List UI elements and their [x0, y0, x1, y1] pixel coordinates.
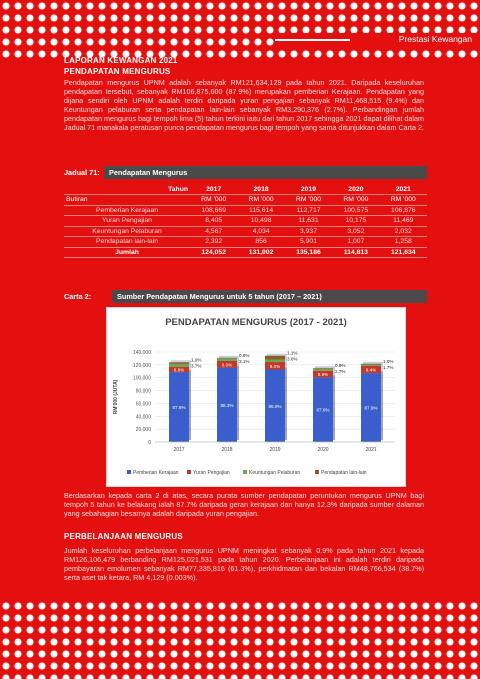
bar-data-label: 9.4%: [365, 367, 377, 373]
chart-title: PENDAPATAN MENGURUS (2017 - 2021): [165, 317, 347, 328]
row-label: Pemberian Kerajaan: [64, 205, 190, 216]
x-tick-label: 2021: [365, 447, 377, 453]
bar-data-label: 88.3%: [220, 402, 234, 408]
total-cell: 121,634: [380, 247, 427, 258]
table-cell: 115,614: [237, 205, 284, 216]
corner-top: Tahun: [64, 184, 190, 195]
bar-data-label: 87.6%: [172, 405, 186, 411]
total-cell: 114,813: [332, 247, 379, 258]
intro-paragraph: Pendapatan mengurus UPNM adalah sebanyak RM121,634,129 pada tahun 2021. Daripada keseluruhan pendapatan tersebut, sebanyak RM106,875,600 (87.9%) merupakan pemberian Kerajaan. Pendapatan yang dijana sendiri oleh UPNM adalah terdiri daripada yuran pengajian sebanyak RM11,468,515 (9.4%) dan Keuntungan pelaburan serta pendapatan lain-lain sebanyak RM3,290,376 (2.7%). Perbandingan jumlah pendapatan mengurus bagi tempoh lima (5) tahun terkini iaitu dari tahun 2017 sehingga 2021 dapat dilihat dalam Jadual 71 manakala peratusan punca pendapatan mengurus bagi tempoh yang sama ditunjukkan dalam Carta 2.: [64, 78, 425, 132]
unit-header: RM '000: [285, 195, 332, 206]
bar-depth: [315, 366, 335, 367]
total-cell: 124,052: [190, 247, 237, 258]
bar-segment: [217, 358, 237, 359]
year-header: 2019: [285, 184, 332, 195]
table-cell: 112,717: [285, 205, 332, 216]
total-cell: 131,002: [237, 247, 284, 258]
x-tick-label: 2019: [269, 447, 281, 453]
y-tick-label: 140,000: [132, 350, 151, 356]
bar-top-label: 1.9%: [191, 357, 202, 363]
expense-heading: PERBELANJAAN MENGURUS: [64, 532, 183, 541]
x-tick-label: 2017: [173, 447, 185, 453]
year-header: 2018: [237, 184, 284, 195]
bar-data-label: 6.8%: [173, 367, 185, 373]
table-cell: 10,175: [332, 216, 379, 227]
table-cell: 1,258: [380, 237, 427, 248]
table-cell: 8,405: [190, 216, 237, 227]
bar-top-label: 2.7%: [335, 369, 346, 375]
table-cell: 106,876: [380, 205, 427, 216]
bar-data-label: 8.0%: [221, 362, 233, 368]
row-label: Pendapatan lain-lain: [64, 237, 190, 248]
legend-swatch: [315, 470, 319, 474]
bar-segment: [361, 365, 381, 366]
header-title: Prestasi Kewangan: [398, 34, 472, 44]
y-tick-label: 40,000: [135, 414, 151, 421]
x-tick-label: 2020: [317, 447, 329, 453]
bar-top-label: 3.0%: [287, 356, 298, 362]
table-cell: 11,469: [380, 216, 427, 227]
y-tick-label: 0: [148, 440, 151, 446]
table-row: [64, 226, 427, 237]
bar-top-label: 1.0%: [383, 358, 394, 364]
bar-data-label: 87.9%: [364, 405, 378, 411]
unit-header: RM '000: [237, 195, 284, 206]
y-tick-label: 100,000: [132, 375, 151, 382]
header-rule: [275, 39, 350, 41]
income-chart: [106, 307, 406, 487]
bar-top-label: 1.7%: [383, 364, 394, 370]
table-cell: 108,669: [190, 205, 237, 216]
row-label: Keuntungan Pelaburan: [64, 226, 190, 237]
chart-caption-title: Sumber Pendapatan Mengurus untuk 5 tahun (2017 – 2021): [112, 290, 427, 303]
bar-segment: [361, 364, 381, 365]
legend-swatch: [187, 470, 191, 474]
year-header: 2017: [190, 184, 237, 195]
table-total-row: [64, 247, 427, 258]
bar-segment: [217, 358, 237, 361]
table-cell: 856: [237, 237, 284, 248]
page-header: [275, 33, 480, 47]
y-tick-label: 60,000: [135, 401, 151, 408]
bar-top-label: 0.9%: [335, 363, 346, 369]
y-tick-label: 20,000: [135, 427, 151, 434]
total-label: Jumlah: [64, 247, 190, 258]
table-cell: 2,032: [380, 226, 427, 237]
bar-data-label: 86.9%: [268, 403, 282, 409]
table-cell: 3,937: [285, 226, 332, 237]
legend-label: Pendapatan lain-lain: [321, 470, 367, 476]
legend-swatch: [127, 470, 131, 474]
year-header: 2020: [332, 184, 379, 195]
legend-label: Yuran Pengajian: [193, 470, 230, 476]
table-caption: [64, 166, 427, 179]
table-cell: 2,392: [190, 237, 237, 248]
table-cell: 11,631: [285, 216, 332, 227]
corner-bottom: Butiran: [64, 195, 190, 206]
bar-depth: [219, 356, 239, 357]
bar-segment: [169, 364, 189, 367]
bar-depth: [171, 360, 191, 362]
table-header-row: [64, 184, 427, 195]
stacked-bar-chart: [107, 308, 405, 486]
bar-top-label: 3.7%: [191, 363, 202, 369]
bar-top-label: 3.1%: [239, 358, 250, 364]
table-cell: 100,575: [332, 205, 379, 216]
table-cell: 1,007: [332, 237, 379, 248]
unit-header: RM '000: [332, 195, 379, 206]
bar-segment: [265, 360, 285, 363]
bar-segment: [313, 368, 333, 369]
bar-depth: [363, 363, 383, 364]
row-label: Yuran Pengajian: [64, 216, 190, 227]
table-row: [64, 205, 427, 216]
table-number: Jadual 71:: [64, 168, 100, 177]
legend-label: Keuntungan Pelaburan: [249, 470, 301, 476]
analysis-paragraph: Berdasarkan kepada carta 2 di atas, secara purata sumber pendapatan peruntukan mengurus UPNM bagi tempoh 5 tahun ke belakang ialah 87.7% daripada geran kerajaan dan hanya 12.3% daripada sumber dalaman yang sebahagian besarnya adalah daripada yuran pengajian.: [64, 491, 424, 518]
subsection-heading: PENDAPATAN MENGURUS: [64, 67, 171, 76]
decorative-dot-pattern-bottom: [0, 600, 480, 679]
bar-segment: [265, 356, 285, 360]
legend-label: Pemberian Kerajaan: [133, 470, 179, 476]
bar-data-label: 9.0%: [269, 363, 281, 369]
bar-top-label: 1.1%: [287, 350, 298, 356]
total-cell: 135,186: [285, 247, 332, 258]
bar-segment: [313, 369, 333, 371]
table-title: Pendapatan Mengurus: [104, 166, 427, 179]
bar-segment: [169, 362, 189, 364]
bar-top-label: 0.6%: [239, 352, 250, 358]
bar-data-label: 87.6%: [316, 407, 330, 413]
y-tick-label: 120,000: [132, 362, 151, 369]
year-header: 2021: [380, 184, 427, 195]
chart-caption: [64, 290, 427, 303]
bar-data-label: 8.9%: [317, 372, 329, 378]
income-table: [64, 184, 427, 258]
table-row: [64, 216, 427, 227]
table-cell: 4,034: [237, 226, 284, 237]
table-unit-row: [64, 195, 427, 206]
section-heading: LAPORAN KEWANGAN 2021: [64, 56, 178, 65]
decorative-dot-pattern-top: [0, 0, 480, 60]
unit-header: RM '000: [190, 195, 237, 206]
table-cell: 10,498: [237, 216, 284, 227]
expense-paragraph: Jumlah keseluruhan perbelanjaan mengurus UPNM meningkat sebanyak 0.9% pada tahun 2021 kepada RM126,106,479 berbanding RM125,021,531 pada tahun 2020. Perbelanjaan ini adalah terdiri daripada pembayaran emolumen sebanyak RM77,335,816 (61.3%), perkhidmatan dan bekalan RM48,766,534 (38.7%) serta aset tak ketara, RM 4,129 (0.003%).: [64, 546, 424, 582]
table-cell: 4,567: [190, 226, 237, 237]
y-tick-label: 80,000: [135, 388, 151, 395]
chart-number: Carta 2:: [64, 292, 92, 301]
bar-depth: [363, 362, 383, 363]
table-cell: 5,901: [285, 237, 332, 248]
y-axis-label: RM'000 (JUTA): [113, 379, 119, 415]
unit-header: RM '000: [380, 195, 427, 206]
x-tick-label: 2018: [221, 447, 233, 453]
table-cell: 3,052: [332, 226, 379, 237]
table-row: [64, 237, 427, 248]
legend-swatch: [243, 470, 247, 474]
